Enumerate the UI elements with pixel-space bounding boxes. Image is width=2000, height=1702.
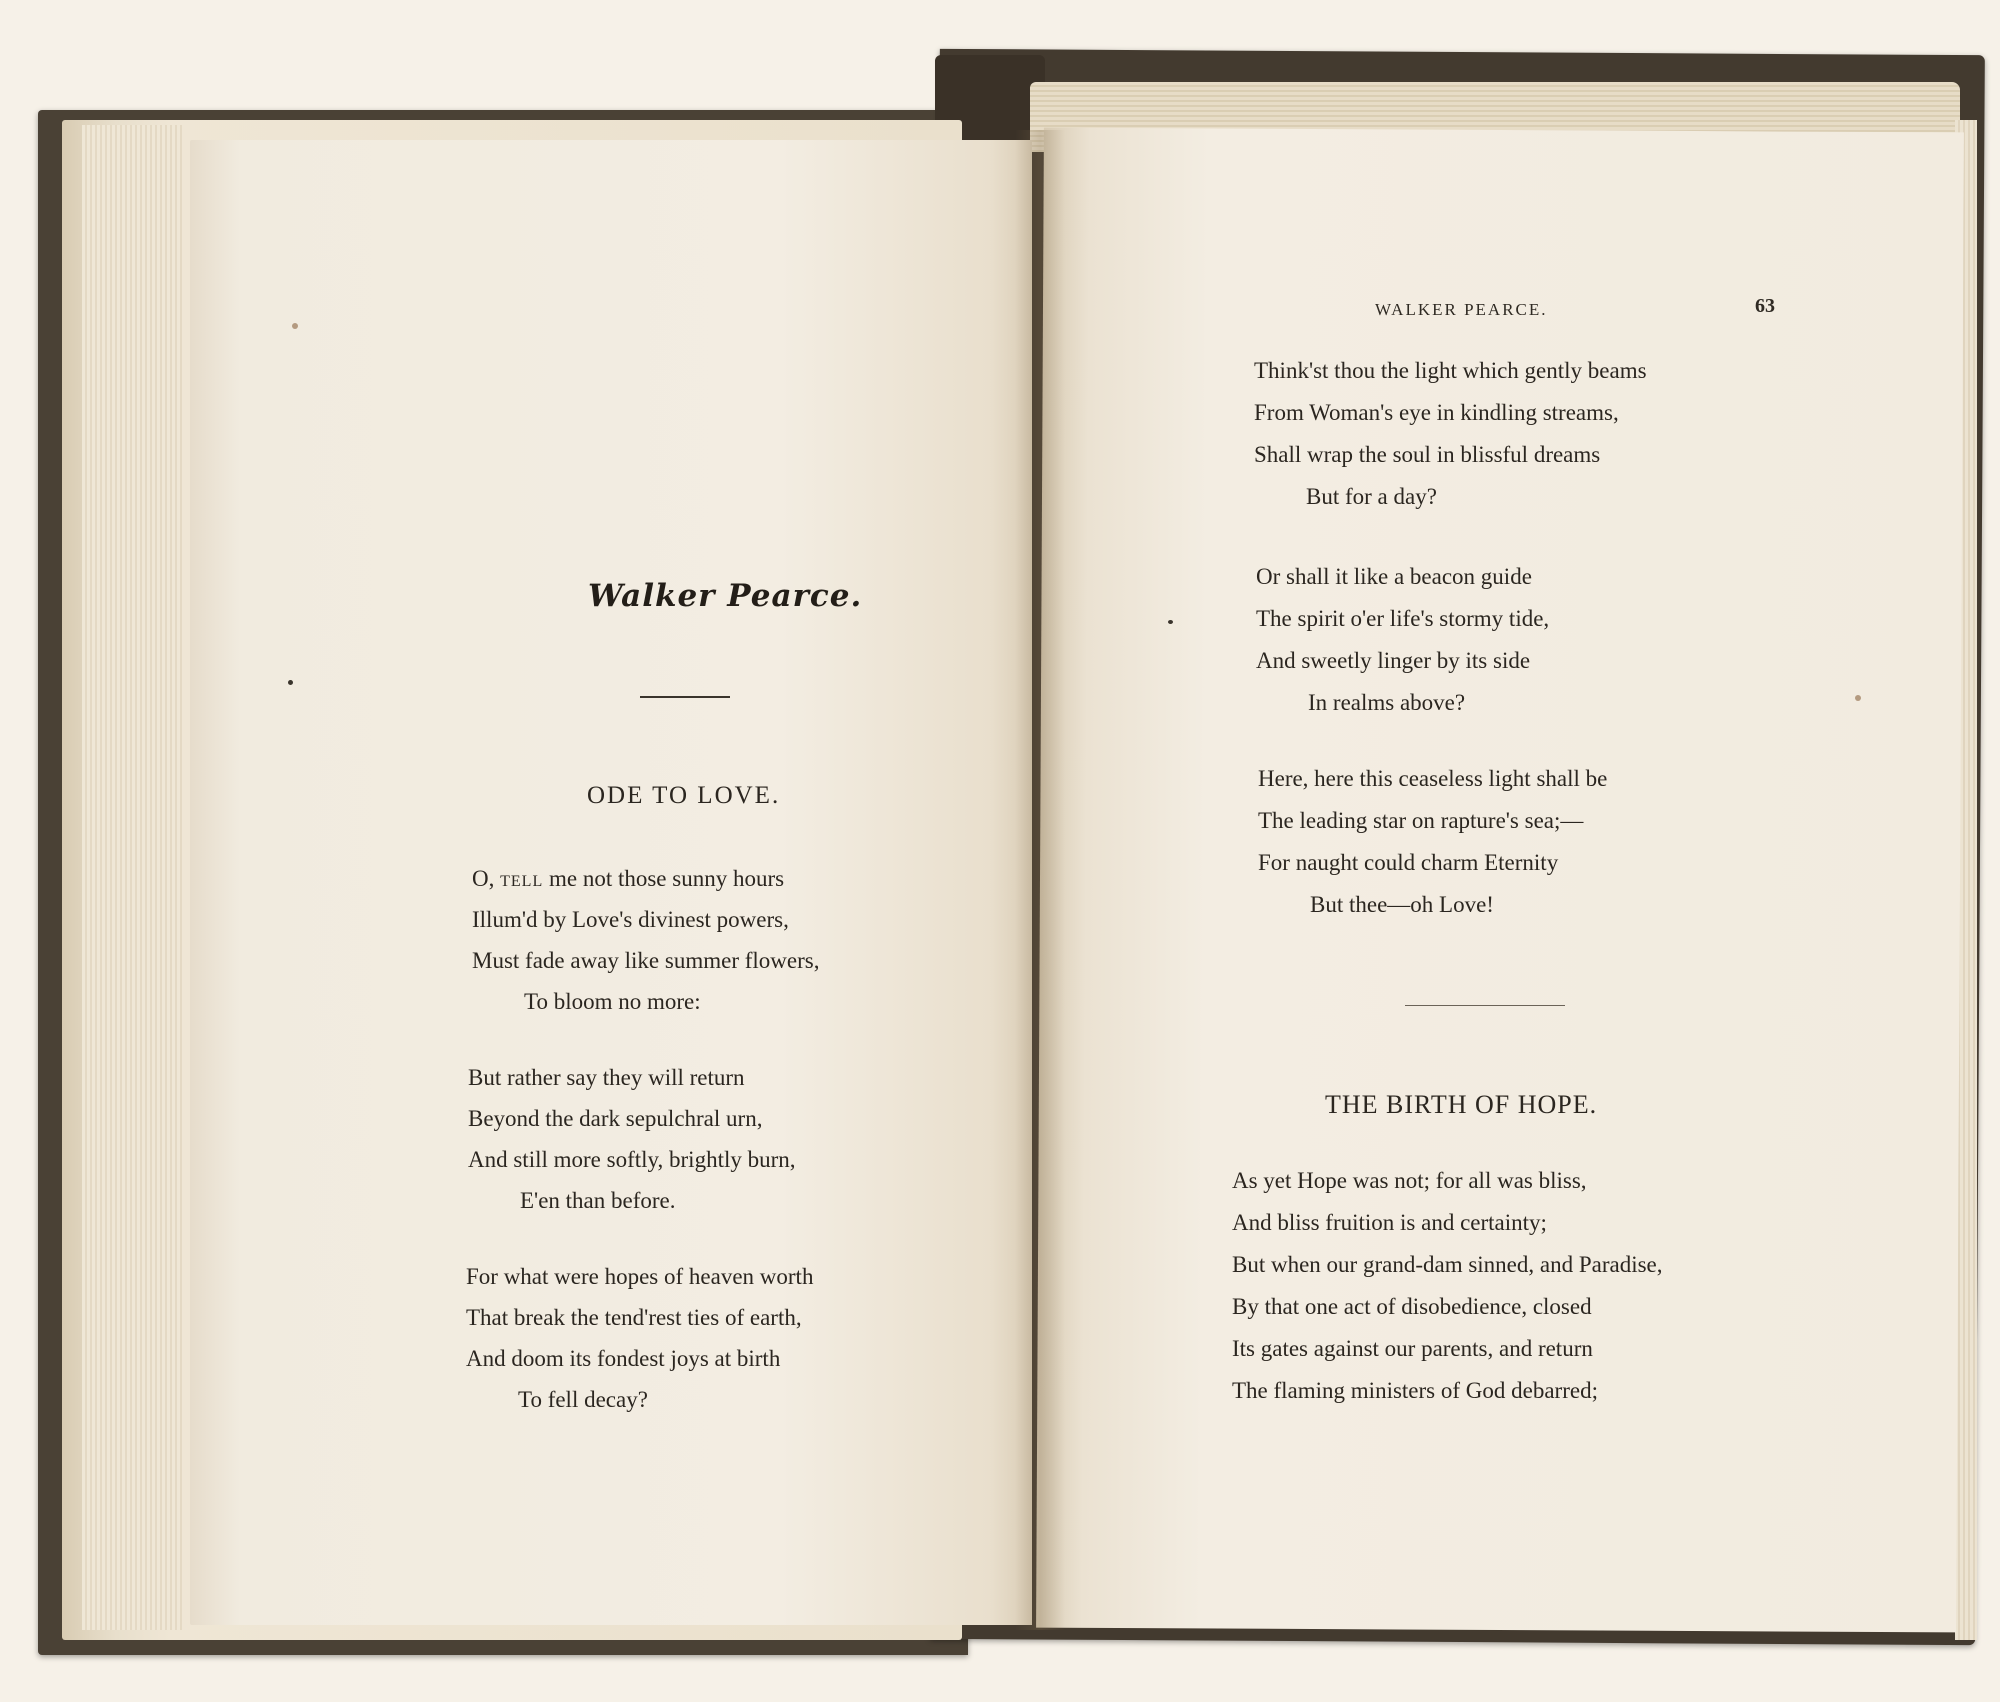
stanza-2	[468, 1057, 796, 1221]
poem-line: In realms above?	[1308, 690, 1466, 715]
poem-line: To fell decay?	[518, 1387, 648, 1412]
stanza-6	[1258, 758, 1607, 926]
paper-speck	[1855, 695, 1861, 701]
stanza-3	[466, 1256, 813, 1420]
section-divider	[1405, 1005, 1565, 1006]
ornamental-rule	[640, 696, 730, 698]
poem-line: But for a day?	[1306, 484, 1437, 509]
poem-line: Think'st thou the light which gently beams	[1254, 358, 1647, 383]
paper-speck	[292, 323, 298, 329]
poem-line: And bliss fruition is and certainty;	[1232, 1210, 1547, 1235]
poem-title: ODE TO LOVE.	[587, 782, 781, 809]
poem-line: Shall wrap the soul in blissful dreams	[1254, 442, 1601, 467]
poem-line: For naught could charm Eternity	[1258, 850, 1559, 875]
poem-line: Its gates against our parents, and return	[1232, 1336, 1593, 1361]
poem-line: For what were hopes of heaven worth	[466, 1264, 814, 1289]
stanza-5	[1256, 556, 1549, 724]
poem-line: And sweetly linger by its side	[1256, 648, 1531, 673]
poem-line: But when our grand-dam sinned, and Paradise,	[1232, 1252, 1663, 1277]
poem-line: But rather say they will return	[468, 1065, 745, 1090]
poem-line: E'en than before.	[520, 1188, 676, 1213]
poem-line: But thee—oh Love!	[1310, 892, 1494, 917]
poem-line: Or shall it like a beacon guide	[1256, 564, 1532, 589]
poem-line: That break the tend'rest ties of earth,	[466, 1305, 802, 1330]
poem-line: By that one act of disobedience, closed	[1232, 1294, 1592, 1319]
book-gutter	[1015, 130, 1065, 1630]
running-head: WALKER PEARCE.	[1375, 300, 1548, 319]
poem-line: To bloom no more:	[524, 989, 701, 1014]
paper-speck	[1168, 620, 1173, 624]
poem-line: Must fade away like summer flowers,	[472, 948, 820, 973]
stanza-4	[1254, 350, 1647, 518]
poem-line: Illum'd by Love's divinest powers,	[472, 907, 789, 932]
page-edges-left	[82, 125, 182, 1630]
poem-line: The spirit o'er life's stormy tide,	[1256, 606, 1550, 631]
poem-title-birth-of-hope: THE BIRTH OF HOPE.	[1325, 1090, 1598, 1119]
poem-line: O, tell me not those sunny hours	[472, 866, 785, 891]
poem-line: Here, here this ceaseless light shall be	[1258, 766, 1608, 791]
poem-line: Beyond the dark sepulchral urn,	[468, 1106, 763, 1131]
page-number: 63	[1755, 295, 1775, 317]
poem-line: From Woman's eye in kindling streams,	[1254, 400, 1619, 425]
author-heading: Walker Pearce.	[588, 578, 863, 614]
poem-line: The leading star on rapture's sea;—	[1258, 808, 1584, 833]
stanza-1	[472, 858, 819, 1022]
poem-line: The flaming ministers of God debarred;	[1232, 1378, 1598, 1403]
poem-line: And still more softly, brightly burn,	[468, 1147, 796, 1172]
poem-line: As yet Hope was not; for all was bliss,	[1232, 1168, 1587, 1193]
stanza-birth-of-hope	[1232, 1160, 1663, 1412]
poem-line: And doom its fondest joys at birth	[466, 1346, 781, 1371]
paper-speck	[288, 680, 293, 685]
